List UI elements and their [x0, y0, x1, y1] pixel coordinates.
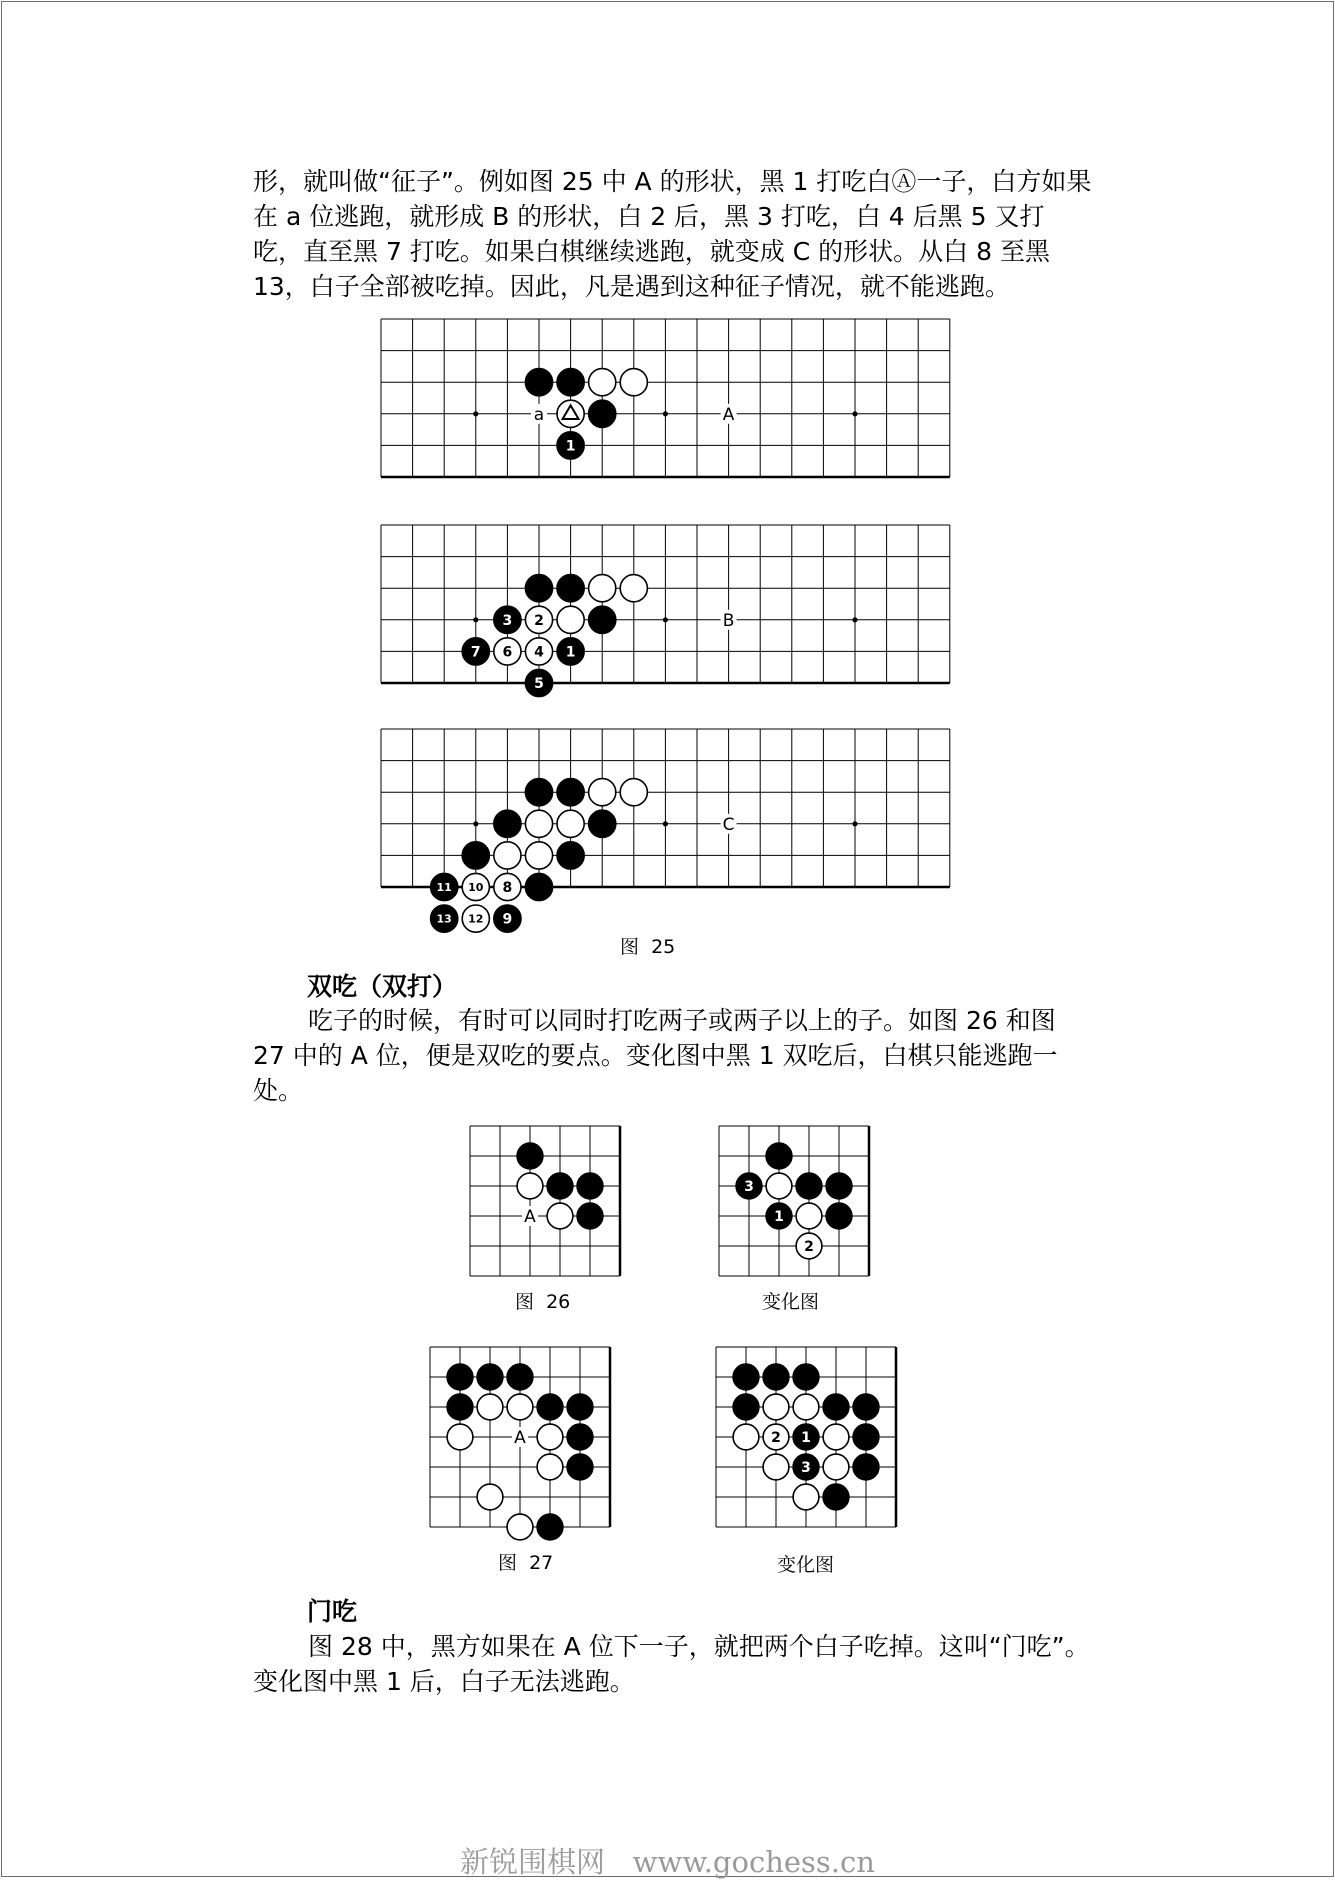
black-stone	[557, 842, 584, 869]
point-label-B: B	[722, 610, 735, 631]
white-stone	[733, 1424, 759, 1450]
black-stone	[853, 1454, 879, 1480]
black-stone	[517, 1143, 543, 1169]
white-stone	[766, 1173, 792, 1199]
white-stone	[517, 1173, 543, 1199]
heading-double-atari: 双吃（双打）	[307, 972, 458, 1001]
move-number: 1	[565, 644, 576, 661]
point-label-C: C	[722, 814, 735, 835]
star-point	[852, 617, 857, 622]
black-stone	[547, 1173, 573, 1199]
white-stone	[557, 810, 584, 837]
star-point	[852, 821, 857, 826]
white-stone	[525, 842, 552, 869]
black-stone	[447, 1394, 473, 1420]
white-stone	[525, 810, 552, 837]
black-stone	[567, 1394, 593, 1420]
white-stone	[537, 1454, 563, 1480]
move-number: 2	[534, 612, 544, 629]
move-number: 4	[534, 644, 544, 661]
black-stone	[567, 1424, 593, 1450]
move-number: 6	[502, 644, 513, 661]
black-stone	[525, 575, 552, 602]
caption-fig26-variation: 变化图	[762, 1291, 820, 1313]
board-grid	[470, 1126, 620, 1276]
point-label-A: A	[524, 1207, 536, 1227]
black-stone	[477, 1364, 503, 1390]
black-stone	[589, 810, 616, 837]
black-stone	[853, 1424, 879, 1450]
move-number: 9	[502, 911, 513, 928]
white-stone	[823, 1454, 849, 1480]
white-stone	[589, 779, 616, 806]
move-number: 1	[801, 1430, 811, 1447]
move-number: 5	[534, 676, 544, 693]
move-number: 3	[502, 612, 513, 629]
white-stone	[547, 1203, 573, 1229]
point-label-a: a	[533, 404, 545, 425]
star-point	[473, 617, 478, 622]
star-point	[663, 411, 668, 416]
paragraph-double-atari: 吃子的时候，有时可以同时打吃两子或两子以上的子。如图 26 和图 27 中的 A 位，便是双吃的要点。变化图中黑 1 双吃后，白棋只能逃跑一处。	[253, 1006, 1058, 1105]
board-fig25-c	[381, 729, 951, 928]
black-stone	[763, 1364, 789, 1390]
paragraph-gate-capture: 图 28 中，黑方如果在 A 位下一子，就把两个白子吃掉。这叫“门吃”。变化图中黑 1 后，白子无法逃跑。	[253, 1632, 1090, 1696]
move-number: 1	[774, 1209, 784, 1226]
white-stone	[477, 1394, 503, 1420]
white-stone	[620, 779, 647, 806]
black-stone	[507, 1364, 533, 1390]
board-grid	[381, 319, 950, 477]
black-stone	[525, 873, 552, 900]
star-point	[852, 411, 857, 416]
black-stone	[793, 1364, 819, 1390]
move-number: 12	[468, 912, 484, 926]
white-stone	[620, 369, 647, 396]
black-stone	[766, 1143, 792, 1169]
point-label-A: A	[722, 404, 735, 425]
move-number: 3	[744, 1179, 754, 1196]
move-number: 2	[804, 1239, 814, 1256]
white-stone	[507, 1514, 533, 1540]
black-stone	[733, 1364, 759, 1390]
caption-fig26: 图 26	[515, 1291, 571, 1313]
black-stone	[577, 1203, 603, 1229]
board-fig25-b	[381, 525, 951, 704]
white-stone	[763, 1454, 789, 1480]
black-stone	[823, 1484, 849, 1510]
star-point	[473, 411, 478, 416]
white-stone	[477, 1484, 503, 1510]
black-stone	[537, 1394, 563, 1420]
footer-watermark: 新锐围棋网 www.gochess.cn	[460, 1845, 875, 1879]
white-stone	[507, 1394, 533, 1420]
heading-gate-capture: 门吃	[307, 1597, 358, 1626]
black-stone	[567, 1454, 593, 1480]
black-stone	[826, 1203, 852, 1229]
white-stone	[537, 1424, 563, 1450]
star-point	[473, 821, 478, 826]
white-stone	[763, 1394, 789, 1420]
white-stone	[793, 1484, 819, 1510]
caption-fig27: 图 27	[498, 1552, 554, 1574]
white-stone	[494, 842, 521, 869]
white-stone	[589, 369, 616, 396]
black-stone	[557, 575, 584, 602]
star-point	[663, 617, 668, 622]
paragraph-ladder: 形，就叫做“征子”。例如图 25 中 A 的形状，黑 1 打吃白Ⓐ一子，白方如果在 a 位逃跑，就形成 B 的形状，白 2 后，黑 3 打吃，白 4 后黑 5 又打吃，直至黑 7 打吃。如果白棋继续逃跑，就变成 C 的形状。从白 8 至黑 13，白子全部被吃掉。因此，凡是遇到这种征子情况，就不能逃跑。	[253, 167, 1092, 301]
white-stone	[823, 1424, 849, 1450]
move-number: 2	[771, 1430, 781, 1447]
black-stone	[447, 1364, 473, 1390]
board-grid	[719, 1126, 869, 1276]
board-fig27	[430, 1347, 620, 1537]
move-number: 8	[502, 880, 513, 897]
move-number: 11	[436, 880, 452, 894]
move-number: 7	[470, 644, 481, 661]
caption-fig27-variation: 变化图	[777, 1554, 835, 1576]
white-stone	[620, 575, 647, 602]
move-number: 13	[436, 912, 452, 926]
white-stone	[793, 1394, 819, 1420]
black-stone	[589, 606, 616, 633]
board-fig26	[470, 1126, 620, 1276]
black-stone	[853, 1394, 879, 1420]
move-number: 3	[801, 1460, 811, 1477]
caption-fig25: 图 25	[620, 936, 676, 958]
white-stone	[557, 606, 584, 633]
black-stone	[525, 369, 552, 396]
black-stone	[525, 779, 552, 806]
star-point	[663, 821, 668, 826]
black-stone	[494, 810, 521, 837]
board-fig26-variation	[719, 1126, 869, 1276]
board-fig27-variation	[716, 1347, 906, 1537]
black-stone	[557, 369, 584, 396]
black-stone	[577, 1173, 603, 1199]
black-stone	[462, 842, 489, 869]
black-stone	[557, 779, 584, 806]
move-number: 10	[468, 880, 484, 894]
black-stone	[796, 1173, 822, 1199]
board-fig25-a	[381, 319, 951, 498]
black-stone	[537, 1514, 563, 1540]
black-stone	[733, 1394, 759, 1420]
black-stone	[589, 400, 616, 427]
white-stone	[796, 1203, 822, 1229]
point-label-A: A	[514, 1428, 526, 1448]
white-stone	[447, 1424, 473, 1450]
black-stone	[823, 1394, 849, 1420]
black-stone	[826, 1173, 852, 1199]
white-stone	[589, 575, 616, 602]
move-number: 1	[565, 438, 576, 455]
